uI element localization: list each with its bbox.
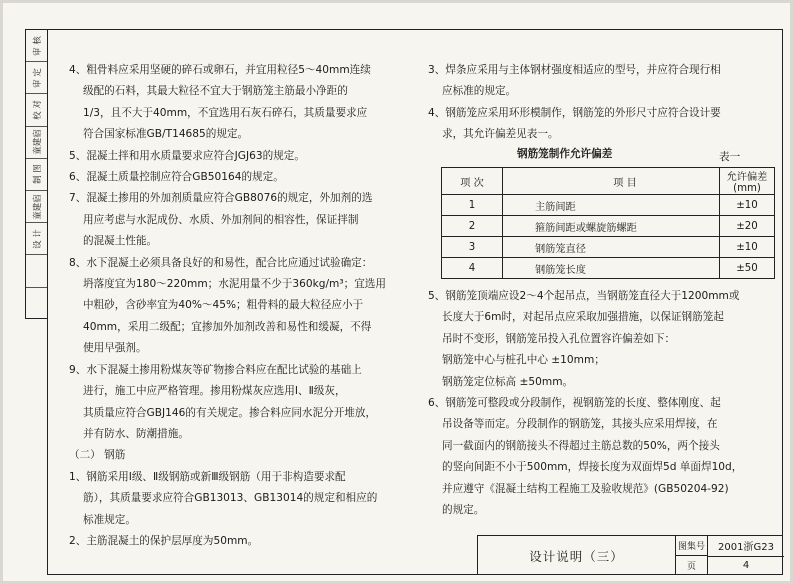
text-line: 并有防水、防潮措施。 bbox=[83, 427, 189, 440]
table-header: 项 目 bbox=[503, 168, 720, 195]
sidebar-cell: 审 核 bbox=[26, 30, 47, 62]
text-line: 筋），其质量要求应符合GB13013、GB13014的规定和相应的 bbox=[83, 492, 378, 505]
table-cell: 3 bbox=[442, 237, 503, 258]
text-line: 同一截面内的钢筋接头不得超过主筋总数的50%，两个接头 bbox=[442, 439, 720, 452]
text-line: 符合国家标准GB/T14685的规定。 bbox=[83, 128, 249, 141]
title-block bbox=[477, 535, 783, 575]
table-header-row bbox=[442, 168, 775, 195]
text-line: 吊设备等而定。分段制作的钢筋笼，其接头应采用焊接，在 bbox=[442, 418, 718, 431]
table-cell: ±50 bbox=[720, 258, 775, 279]
table-row bbox=[442, 195, 775, 216]
text-line: 8、水下混凝土必须具备良好的和易性，配合比应通过试验确定： bbox=[69, 256, 373, 269]
text-line: 应标准的规定。 bbox=[442, 85, 517, 98]
table-row bbox=[442, 237, 775, 258]
text-line: 的混凝土性能。 bbox=[83, 235, 158, 248]
text-line: 长度大于6m时，对起吊点应采取加强措施，以保证钢筋笼起 bbox=[442, 311, 724, 324]
drawing-title: 设计说明（三） bbox=[478, 536, 676, 575]
text-line: 9、水下混凝土掺用粉煤灰等矿物掺合料应在配比试验的基础上 bbox=[69, 363, 362, 376]
text-line: 并应遵守《混凝土结构工程施工及验收规范》(GB50204-92) bbox=[442, 482, 729, 495]
table-number: 表一 bbox=[719, 151, 741, 163]
sidebar-cell: 童建宿 bbox=[26, 127, 47, 159]
table-header: 项 次 bbox=[442, 168, 503, 195]
table-row bbox=[442, 258, 775, 279]
text-line: 标准规定。 bbox=[83, 513, 136, 526]
sidebar-cell: 制 图 bbox=[26, 159, 47, 191]
drawing-sheet bbox=[3, 3, 790, 581]
text-line: 中粗砂，含砂率宜为40%～45%；粗骨料的最大粒径应小于 bbox=[83, 299, 364, 312]
text-line: 级配的石料，其最大粒径不宜大于钢筋笼主筋最小净距的 bbox=[83, 85, 348, 98]
table-row bbox=[442, 216, 775, 237]
text-line: 进行，施工中应严格管理。掺用粉煤灰应选用Ⅰ、Ⅱ级灰， bbox=[83, 385, 346, 398]
text-line: 的竖向间距不小于500mm，焊接长度为双面焊5d 单面焊10d， bbox=[442, 461, 743, 474]
text-line: 5、混凝土拌和用水质量要求应符合JGJ63的规定。 bbox=[69, 149, 305, 162]
text-line: 4、钢筋笼应采用环形模制作，钢筋笼的外形尺寸应符合设计要 bbox=[428, 106, 721, 119]
text-line: 1/3，且不大于40mm，不宜选用石灰石碎石，其质量要求应 bbox=[83, 106, 368, 119]
table-cell: 1 bbox=[442, 195, 503, 216]
text-line: 的规定。 bbox=[442, 504, 485, 517]
page-label: 页 bbox=[676, 556, 708, 576]
text-line: 2、主筋混凝土的保护层厚度为50mm。 bbox=[69, 534, 259, 547]
text-line: 5、钢筋笼顶端应设2～4个起吊点，当钢筋笼直径大于1200mm或 bbox=[428, 290, 740, 302]
text-line: 6、钢筋笼可整段或分段制作，视钢筋笼的长度、整体刚度、起 bbox=[428, 397, 721, 410]
text-line: 求，其允许偏差见表一。 bbox=[442, 128, 559, 141]
text-line: 使用早强剂。 bbox=[83, 342, 147, 355]
atlas-number: 2001浙G23 bbox=[708, 536, 784, 557]
sidebar-cell bbox=[26, 255, 47, 287]
text-line: 4、粗骨料应采用坚硬的碎石或卵石，并宜用粒径5～40mm连续 bbox=[69, 64, 371, 76]
table-cell: 主筋间距 bbox=[503, 195, 720, 216]
table-cell: ±20 bbox=[720, 216, 775, 237]
table-cell: 箍筋间距或螺旋筋螺距 bbox=[503, 216, 720, 237]
text-line: 用应考虑与水泥成份、水质、外加剂间的相容性，保证拌制 bbox=[83, 213, 359, 226]
table-caption: 钢筋笼制作允许偏差 bbox=[517, 148, 613, 160]
page-number: 4 bbox=[742, 559, 750, 571]
table-cell: 2 bbox=[442, 216, 503, 237]
right-column-bottom bbox=[428, 286, 778, 521]
right-column-top bbox=[428, 60, 778, 146]
text-line: 钢筋笼定位标高 ±50mm。 bbox=[442, 375, 574, 388]
text-line: 40mm，采用二级配；宜掺加外加剂改善和易性和缓凝，不得 bbox=[83, 320, 372, 333]
sidebar-cell: 童建宿 bbox=[26, 191, 47, 223]
table-cell: 4 bbox=[442, 258, 503, 279]
tolerance-table bbox=[441, 167, 775, 279]
text-line: 其质量应符合GBJ146的有关规定。掺合料应同水泥分开堆放， bbox=[83, 406, 377, 419]
signature-sidebar bbox=[25, 29, 47, 319]
text-line: 吊时不变形，钢筋笼吊投入孔位置容许偏差如下： bbox=[442, 332, 676, 345]
left-column bbox=[69, 60, 414, 552]
table-cell: 钢筋笼长度 bbox=[503, 258, 720, 279]
sidebar-cell: 审 定 bbox=[26, 62, 47, 94]
text-line: 7、混凝土掺用的外加剂质量应符合GB8076的规定，外加剂的选 bbox=[69, 192, 373, 205]
atlas-label: 图集号 bbox=[676, 536, 708, 556]
table-cell: ±10 bbox=[720, 237, 775, 258]
table-cell: 钢筋笼直径 bbox=[503, 237, 720, 258]
text-line: 3、焊条应采用与主体钢材强度相适应的型号，并应符合现行相 bbox=[428, 64, 721, 76]
sidebar-cell: 校 对 bbox=[26, 94, 47, 126]
sidebar-cell: 设 计 bbox=[26, 223, 47, 255]
table-header: 允许偏差(mm) bbox=[720, 168, 775, 195]
text-line: 6、混凝土质量控制应符合GB50164的规定。 bbox=[69, 171, 284, 184]
text-line: 坍落度宜为180～220mm；水泥用量不少于360kg/m³；宜选用 bbox=[83, 278, 386, 291]
text-line: 1、钢筋采用Ⅰ级、Ⅱ级钢筋或新Ⅲ级钢筋（用于非构造要求配 bbox=[69, 470, 346, 483]
sidebar-cell bbox=[26, 288, 47, 320]
table-cell: ±10 bbox=[720, 195, 775, 216]
text-line: 钢筋笼中心与桩孔中心 ±10mm； bbox=[442, 354, 605, 367]
text-line: （二） 钢筋 bbox=[69, 449, 126, 462]
